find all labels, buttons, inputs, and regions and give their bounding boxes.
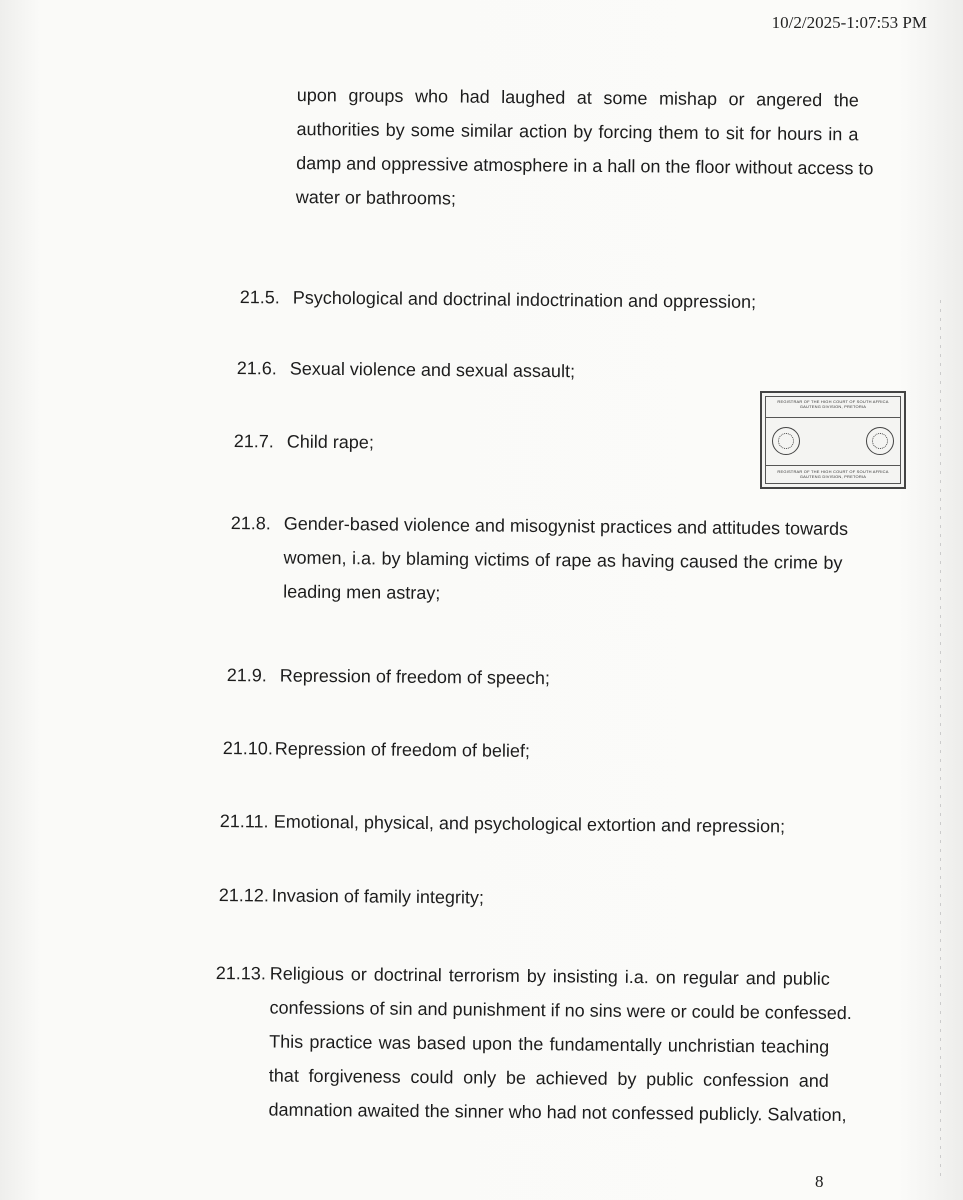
item-number: 21.8.: [230, 512, 271, 534]
item-text: Sexual violence and sexual assault;: [289, 358, 576, 382]
item-number: 21.11.: [219, 810, 269, 832]
item-number: 21.6.: [236, 357, 277, 379]
court-seal-left-icon: [772, 427, 800, 455]
item-text: Repression of freedom of belief;: [274, 738, 531, 761]
item-text: This practice was based upon the fundamentally unchristian teaching: [269, 1031, 830, 1057]
item-text: leading men astray;: [283, 581, 441, 604]
item-text: Emotional, physical, and psychological extortion and repression;: [273, 811, 786, 837]
list-item-21-7: [234, 424, 374, 459]
item-text: Child rape;: [286, 431, 374, 453]
item-number: 21.10.: [222, 737, 273, 759]
item-text: that forgiveness could only be achieved by public confession and: [268, 1065, 829, 1091]
item-number: 21.9.: [226, 664, 267, 686]
list-item-21-10: [223, 731, 530, 768]
intro-line: water or bathrooms;: [295, 186, 457, 209]
page-number: 8: [815, 1172, 824, 1191]
item-text: women, i.a. by blaming victims of rape as having caused the crime by: [283, 547, 843, 573]
stamp-bottom-text: REGISTRAR OF THE HIGH COURT OF SOUTH AFRICA GAUTENG DIVISION, PRETORIA: [777, 469, 889, 479]
item-number: 21.7.: [233, 430, 274, 452]
list-item-21-6: [237, 351, 575, 388]
page-edge-shadow: [940, 300, 941, 1180]
item-text: Religious or doctrinal terrorism by insisting i.a. on regular and public: [269, 963, 830, 989]
item-text: Psychological and doctrinal indoctrination and oppression;: [292, 287, 757, 312]
court-registrar-stamp: [760, 391, 906, 489]
intro-paragraph: [295, 78, 874, 219]
intro-line: upon groups who had laughed at some mishap or angered the: [296, 84, 859, 111]
item-number: 21.12.: [218, 884, 269, 906]
list-item-21-12: [219, 878, 484, 915]
timestamp: 10/2/2025-1:07:53 PM: [771, 13, 927, 32]
intro-line: damp and oppressive atmosphere in a hall on the floor without access to: [296, 152, 874, 179]
item-number: 21.13.: [215, 962, 266, 984]
list-item-21-11: [220, 804, 786, 843]
stamp-top-text: REGISTRAR OF THE HIGH COURT OF SOUTH AFRICA GAUTENG DIVISION, PRETORIA: [777, 399, 889, 409]
item-text: damnation awaited the sinner who had not confessed publicly. Salvation,: [268, 1099, 847, 1126]
item-text: Gender-based violence and misogynist practices and attitudes towards: [283, 513, 849, 539]
list-item-21-8: [230, 506, 849, 614]
item-text: Repression of freedom of speech;: [279, 665, 551, 689]
list-item-21-9: [227, 658, 550, 695]
item-number: 21.5.: [239, 286, 280, 308]
item-text: confessions of sin and punishment if no sins were or could be confessed.: [269, 997, 852, 1024]
court-seal-right-icon: [866, 427, 894, 455]
item-text: Invasion of family integrity;: [271, 885, 485, 908]
list-item-21-5: [240, 280, 757, 319]
list-item-21-13: [214, 956, 852, 1132]
intro-line: authorities by some similar action by forcing them to sit for hours in a: [296, 118, 859, 145]
